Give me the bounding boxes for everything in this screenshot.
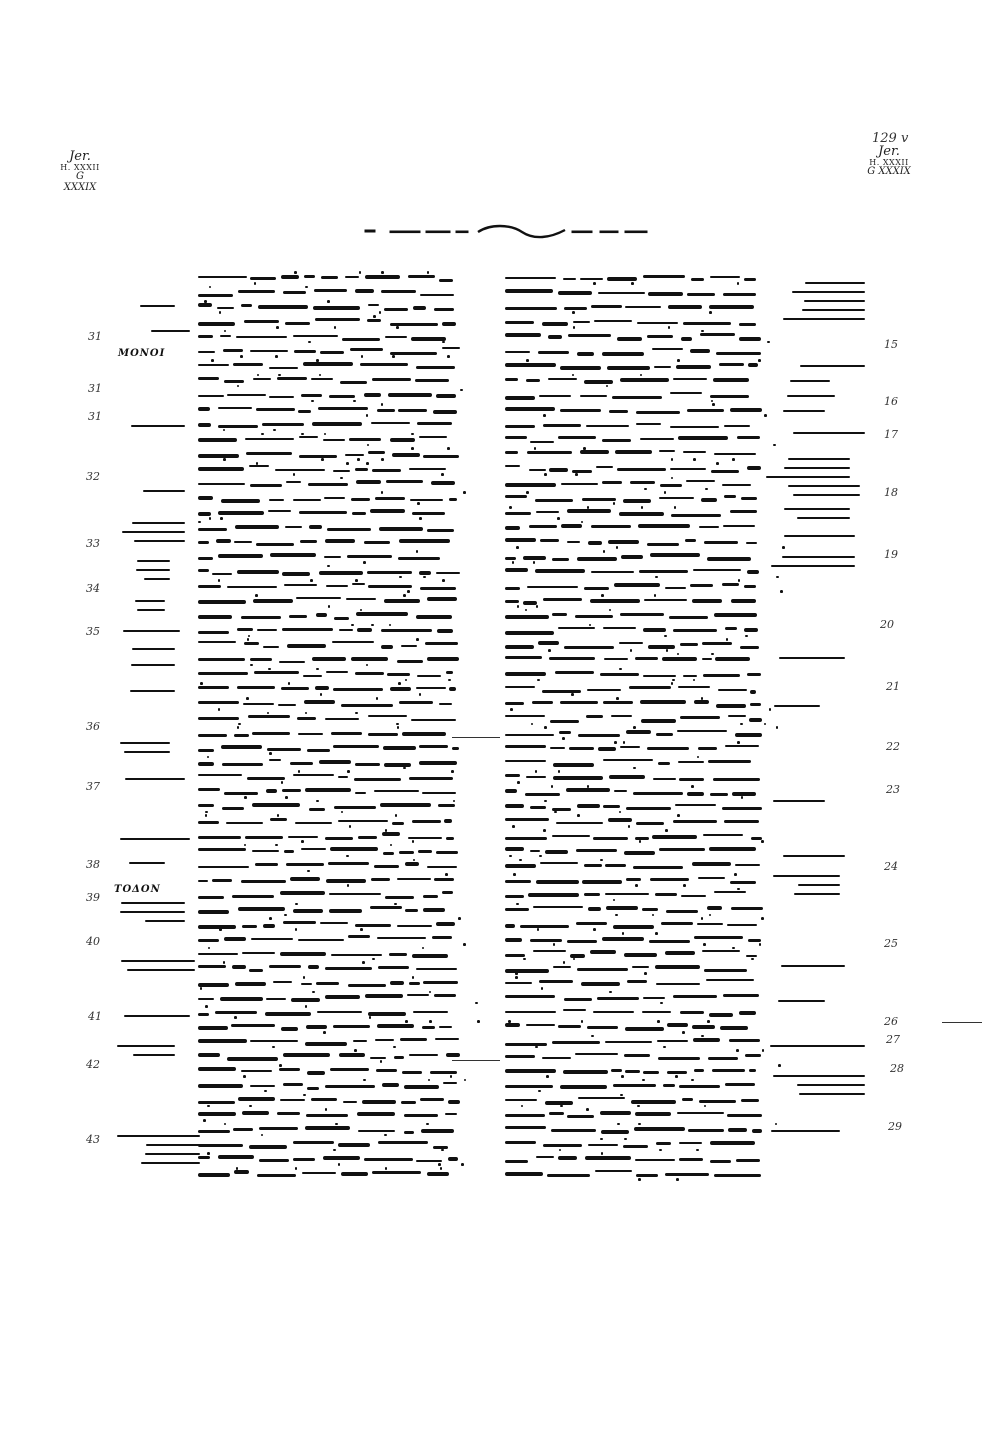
script-line	[505, 432, 770, 447]
script-line	[198, 872, 466, 887]
verse-number-37: 37	[86, 780, 100, 793]
script-line	[198, 373, 466, 388]
script-line	[505, 931, 770, 946]
script-line	[198, 1034, 466, 1049]
script-line	[505, 1151, 770, 1166]
script-line	[198, 990, 466, 1005]
script-line	[198, 1107, 466, 1122]
verse-number-25: 25	[884, 937, 898, 950]
script-line	[198, 843, 466, 858]
margin-marker-line	[942, 1022, 982, 1023]
script-line	[505, 813, 770, 828]
script-line	[198, 1166, 466, 1181]
left-text-column	[198, 270, 466, 1181]
script-line	[505, 623, 770, 638]
verse-number-29: 29	[888, 1120, 902, 1133]
script-line	[505, 711, 770, 726]
column-marker-line-1	[452, 737, 500, 738]
script-line	[198, 975, 466, 990]
script-line	[198, 417, 466, 432]
script-line	[198, 784, 466, 799]
right-margin-glosses	[765, 0, 880, 1451]
script-line	[505, 343, 770, 358]
script-line	[198, 1063, 466, 1078]
script-line	[505, 696, 770, 711]
verse-number-17: 17	[884, 428, 898, 441]
script-line	[505, 417, 770, 432]
script-line	[198, 358, 466, 373]
script-line	[505, 769, 770, 784]
script-line	[198, 637, 466, 652]
script-line	[198, 446, 466, 461]
left-ref-hebrew: H. XXXII	[60, 162, 100, 172]
script-line	[505, 534, 770, 549]
script-line	[198, 740, 466, 755]
verse-number-40: 40	[86, 935, 100, 948]
script-line	[198, 578, 466, 593]
left-ref-book: Jer.	[69, 149, 91, 164]
script-line	[505, 578, 770, 593]
script-line	[505, 505, 770, 520]
script-line	[198, 696, 466, 711]
script-line	[505, 1137, 770, 1152]
verse-number-42: 42	[86, 1058, 100, 1071]
verse-number-16: 16	[884, 395, 898, 408]
script-line	[505, 402, 770, 417]
script-line	[198, 902, 466, 917]
script-line	[198, 490, 466, 505]
right-ref-greek: G XXXIX	[867, 166, 911, 178]
verse-number-41: 41	[88, 1010, 102, 1023]
script-line	[198, 520, 466, 535]
script-line	[198, 887, 466, 902]
script-line	[505, 858, 770, 873]
script-line	[505, 637, 770, 652]
script-line	[198, 388, 466, 403]
script-line	[198, 946, 466, 961]
script-line	[198, 505, 466, 520]
script-line	[198, 799, 466, 814]
script-line	[198, 711, 466, 726]
script-line	[505, 1019, 770, 1034]
left-margin-glosses	[105, 0, 195, 1451]
right-text-column	[505, 270, 770, 1181]
script-line	[505, 1107, 770, 1122]
script-line	[198, 270, 466, 285]
script-line	[505, 1093, 770, 1108]
verse-number-23: 23	[886, 783, 900, 796]
script-line	[505, 975, 770, 990]
script-line	[505, 388, 770, 403]
right-ref-book: Jer.	[878, 144, 900, 159]
script-line	[505, 1048, 770, 1063]
script-line	[505, 1034, 770, 1049]
script-line	[198, 667, 466, 682]
script-line	[198, 285, 466, 300]
script-line	[198, 329, 466, 344]
script-line	[198, 299, 466, 314]
script-line	[198, 681, 466, 696]
script-line	[505, 299, 770, 314]
script-line	[198, 534, 466, 549]
verse-number-28: 28	[890, 1062, 904, 1075]
script-line	[198, 1048, 466, 1063]
script-line	[198, 343, 466, 358]
script-line	[505, 270, 770, 285]
script-line	[505, 476, 770, 491]
script-line	[198, 564, 466, 579]
verse-number-18: 18	[884, 486, 898, 499]
script-line	[505, 843, 770, 858]
verse-number-31a: 31	[88, 330, 102, 343]
script-line	[505, 373, 770, 388]
greek-gloss-todon: ΤΟΔΟΝ	[114, 884, 161, 895]
verse-number-38: 38	[86, 858, 100, 871]
script-line	[505, 725, 770, 740]
script-line	[505, 755, 770, 770]
script-line	[198, 916, 466, 931]
script-line	[505, 314, 770, 329]
left-ref-greek: G XXXIX	[63, 171, 97, 193]
verse-number-19: 19	[884, 548, 898, 561]
script-line	[505, 946, 770, 961]
script-line	[505, 461, 770, 476]
script-line	[198, 828, 466, 843]
script-line	[505, 667, 770, 682]
script-line	[198, 314, 466, 329]
script-line	[198, 476, 466, 491]
script-line	[505, 784, 770, 799]
script-line	[505, 902, 770, 917]
script-line	[198, 813, 466, 828]
script-line	[198, 1078, 466, 1093]
script-line	[505, 828, 770, 843]
script-line	[505, 358, 770, 373]
verse-number-39: 39	[86, 891, 100, 904]
verse-number-34: 34	[86, 582, 100, 595]
script-line	[505, 887, 770, 902]
running-title-ornament	[360, 220, 660, 244]
verse-number-31c: 31	[88, 410, 102, 423]
script-line	[198, 1019, 466, 1034]
script-line	[505, 285, 770, 300]
folio-number: 129 v	[872, 131, 909, 146]
script-line	[505, 740, 770, 755]
verse-number-20: 20	[880, 618, 894, 631]
script-line	[198, 725, 466, 740]
greek-gloss-monoi: MONOI	[118, 348, 166, 359]
script-line	[198, 858, 466, 873]
script-line	[505, 549, 770, 564]
verse-number-31b: 31	[88, 382, 102, 395]
right-ref-hebrew: H. XXXII	[869, 157, 909, 167]
script-line	[198, 1122, 466, 1137]
verse-number-33: 33	[86, 537, 100, 550]
script-line	[505, 1166, 770, 1181]
script-line	[198, 1093, 466, 1108]
script-line	[198, 608, 466, 623]
column-marker-line-2	[452, 1060, 500, 1061]
script-line	[505, 520, 770, 535]
script-line	[198, 549, 466, 564]
script-line	[198, 931, 466, 946]
script-line	[505, 990, 770, 1005]
script-line	[505, 446, 770, 461]
script-line	[198, 652, 466, 667]
script-line	[505, 652, 770, 667]
script-line	[198, 461, 466, 476]
script-line	[198, 432, 466, 447]
script-line	[505, 960, 770, 975]
script-line	[505, 564, 770, 579]
script-line	[198, 1151, 466, 1166]
script-line	[505, 916, 770, 931]
script-line	[198, 755, 466, 770]
verse-number-32: 32	[86, 470, 100, 483]
verse-number-15: 15	[884, 338, 898, 351]
verse-number-36: 36	[86, 720, 100, 733]
script-line	[198, 1004, 466, 1019]
script-line	[505, 1122, 770, 1137]
verse-number-43: 43	[86, 1133, 100, 1146]
script-line	[198, 402, 466, 417]
script-line	[505, 1004, 770, 1019]
script-line	[505, 329, 770, 344]
script-line	[198, 593, 466, 608]
verse-number-21: 21	[886, 680, 900, 693]
script-line	[505, 490, 770, 505]
script-line	[505, 799, 770, 814]
script-line	[505, 1063, 770, 1078]
verse-number-26: 26	[884, 1015, 898, 1028]
script-line	[198, 1137, 466, 1152]
script-line	[198, 769, 466, 784]
left-reference	[60, 150, 100, 193]
verse-number-22: 22	[886, 740, 900, 753]
verse-number-27: 27	[886, 1033, 900, 1046]
script-line	[505, 681, 770, 696]
script-line	[198, 623, 466, 638]
script-line	[198, 960, 466, 975]
script-line	[505, 608, 770, 623]
script-line	[505, 593, 770, 608]
script-line	[505, 872, 770, 887]
verse-number-24: 24	[884, 860, 898, 873]
script-line	[505, 1078, 770, 1093]
verse-number-35: 35	[86, 625, 100, 638]
